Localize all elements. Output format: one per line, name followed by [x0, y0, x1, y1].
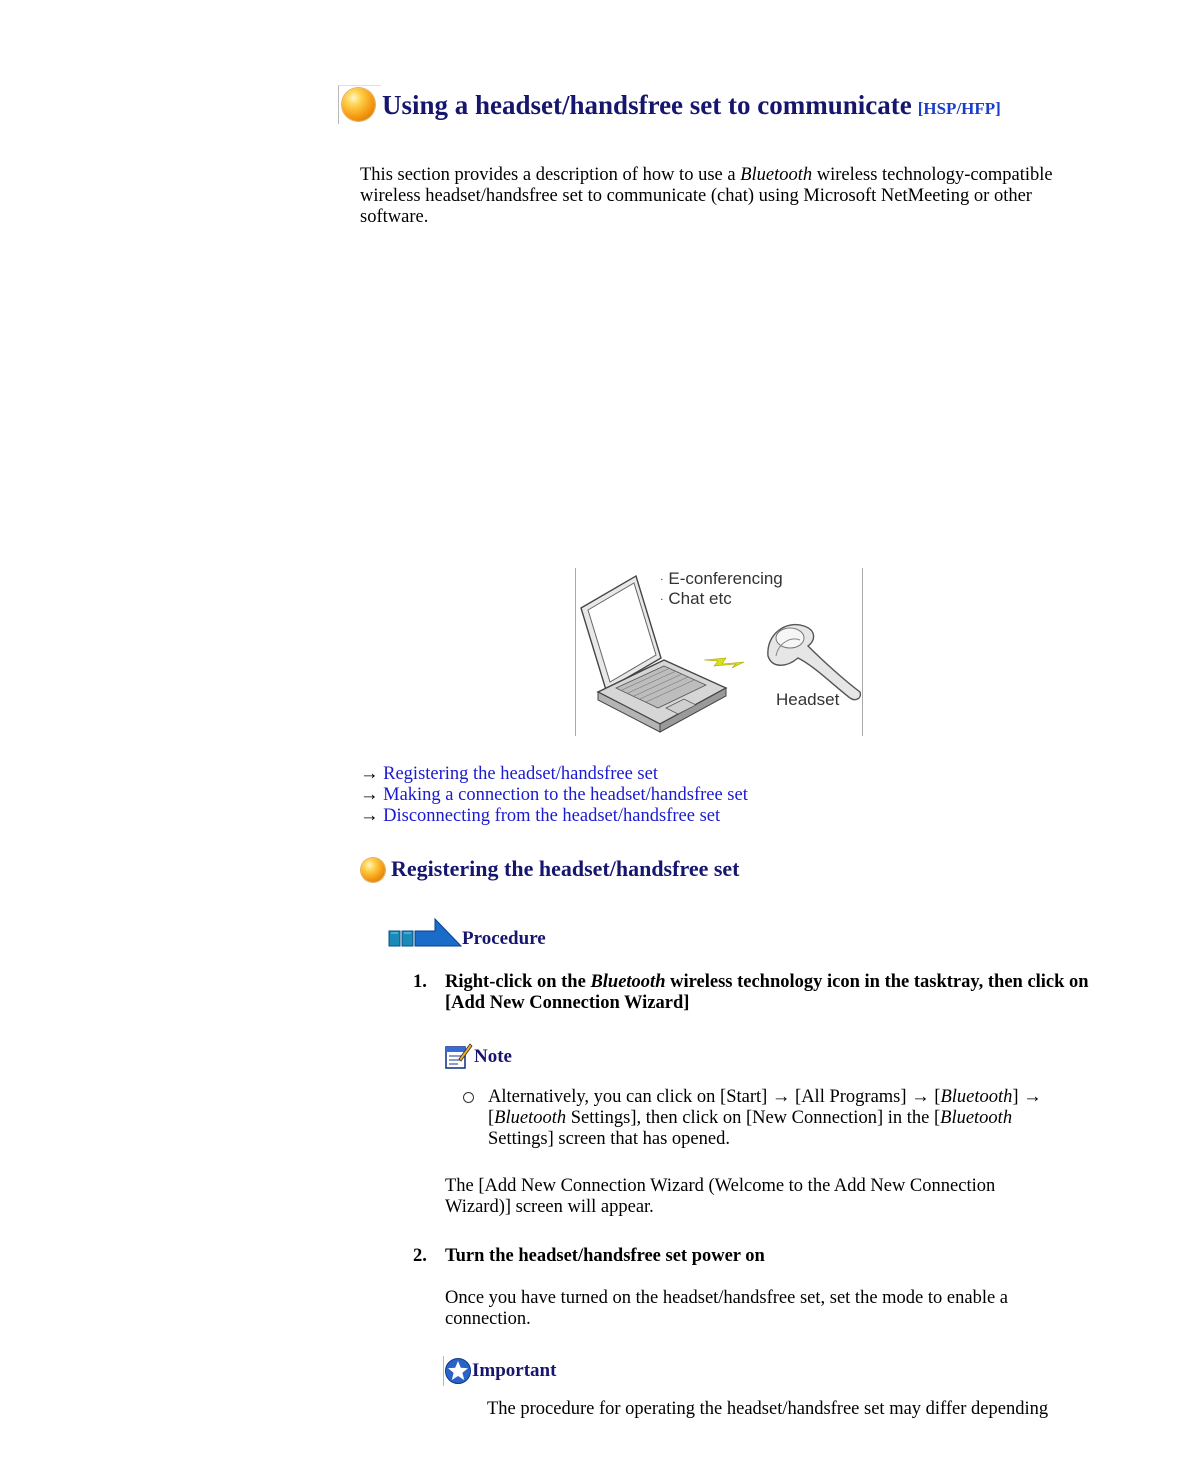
procedure-arrow-icon [387, 917, 463, 949]
step-2-instruction: Turn the headset/handsfree set power on [445, 1246, 765, 1266]
page-title: Using a headset/handsfree set to communicate [HSP/HFP] [382, 90, 1001, 120]
link-registering[interactable]: Registering the headset/handsfree set [383, 764, 658, 784]
step-1-instruction: Right-click on the Bluetooth wireless technology icon in the tasktray, then click on [Add New Connection Wizard] [445, 972, 1089, 1013]
link-row: → Registering the headset/handsfree set [360, 764, 658, 784]
note-icon [443, 1041, 473, 1071]
step-2-body: Once you have turned on the headset/handsfree set, set the mode to enable a connection. [445, 1288, 1009, 1329]
link-row: → Disconnecting from the headset/handsfree set [360, 806, 721, 826]
bluetooth-brand: Bluetooth [740, 165, 813, 185]
important-label: Important [472, 1360, 557, 1381]
important-text: The procedure for operating the headset/handsfree set may differ depending [487, 1399, 1049, 1419]
step-1-result: The [Add New Connection Wizard (Welcome to the Add New Connection Wizard)] screen will appear. [445, 1176, 996, 1217]
profile-tag: [HSP/HFP] [917, 99, 1001, 118]
link-making-connection[interactable]: Making a connection to the headset/handsfree set [383, 785, 748, 805]
figure-bullet-2: · Chat etc [660, 589, 732, 608]
note-text-line-1: Alternatively, you can click on [Start] → [All Programs] → [Bluetooth] → [488, 1087, 1042, 1107]
intro-paragraph: This section provides a description of how to use a Bluetooth wireless technology-compatible wireless headset/handsfree set to communicate (chat) using Microsoft NetMeeting or other software. [360, 165, 1053, 227]
section-orb-icon [342, 88, 375, 121]
step-2-number: 2. [413, 1246, 427, 1266]
procedure-label: Procedure [462, 928, 546, 949]
note-bullet [463, 1092, 474, 1103]
star-icon [444, 1357, 472, 1385]
note-text-line-3: Settings] screen that has opened. [488, 1129, 730, 1149]
note-text-line-2: [Bluetooth Settings], then click on [New Connection] in the [Bluetooth [488, 1108, 1013, 1128]
link-row: → Making a connection to the headset/handsfree set [360, 785, 748, 805]
figure-bullet-1: · E-conferencing [660, 569, 783, 588]
link-disconnecting[interactable]: Disconnecting from the headset/handsfree set [383, 806, 721, 826]
section-links [360, 764, 748, 827]
section-heading: Registering the headset/handsfree set [391, 856, 740, 881]
headset-label: Headset [776, 690, 840, 709]
note-label: Note [474, 1046, 512, 1067]
headset-figure [575, 568, 863, 736]
step-1-number: 1. [413, 972, 427, 992]
section-orb-icon [361, 858, 385, 882]
